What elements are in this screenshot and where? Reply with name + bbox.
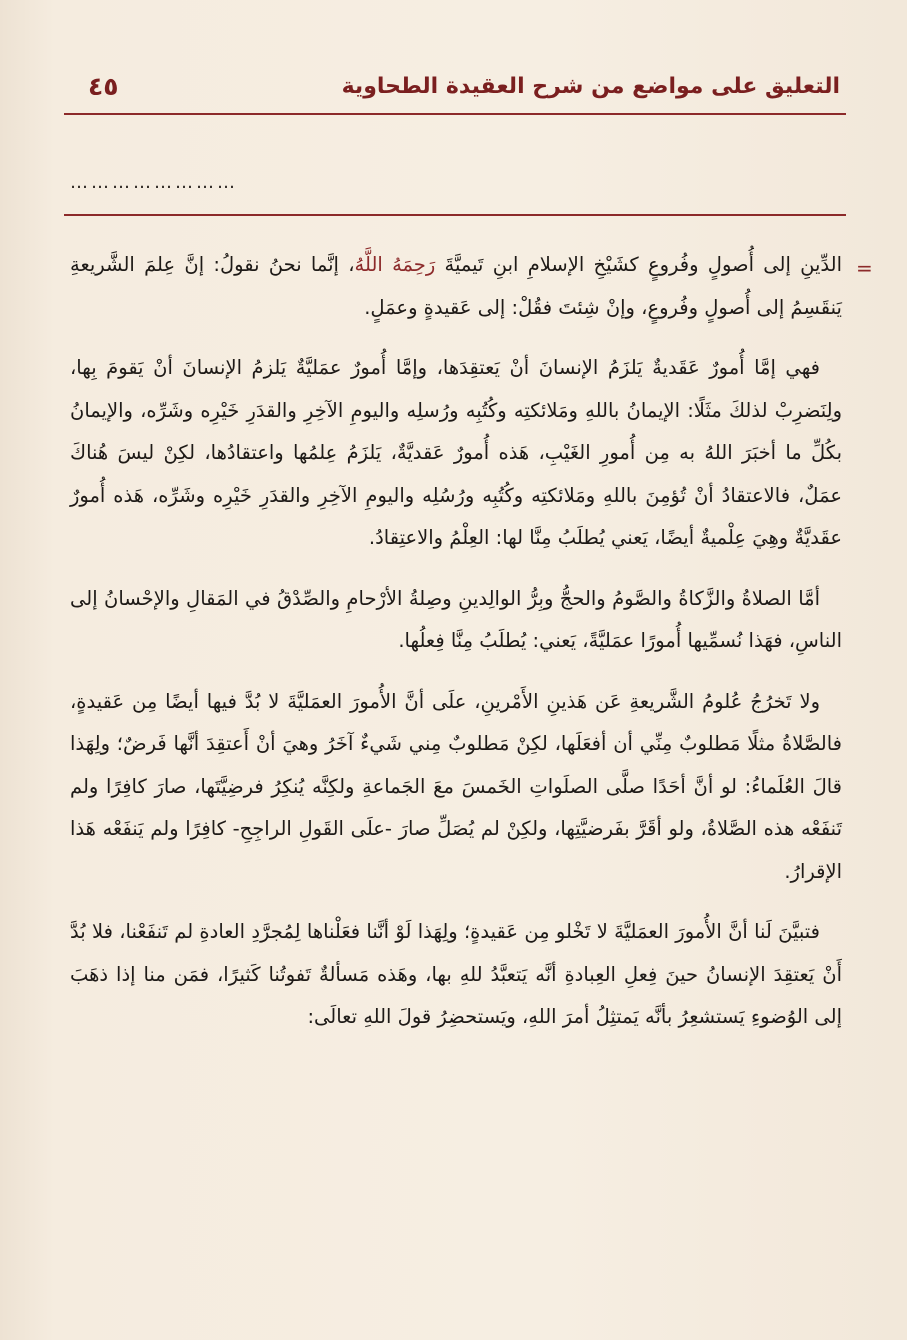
paragraph-1	[70, 244, 842, 329]
paragraph-3: أمَّا الصلاةُ والزَّكاةُ والصَّومُ والحجُّ وبِرُّ الوالِدينِ وصِلةُ الأرْحامِ والصِّدْقُ في المَقالِ والإحْسانُ إلى الناسِ، فهَذا نُسمِّيها أُمورًا عمَليَّةً، يَعني: يُطلَبُ مِنَّا فِعلُها.	[70, 586, 842, 652]
paragraph-2: فهي إمَّا أُمورٌ عَقَديةٌ يَلزَمُ الإنسانَ أنْ يَعتقِدَها، وإمَّا أُمورٌ عمَليَّةٌ يَلزمُ الإنسانَ أنْ يَقومَ بِها، ولِنَضرِبْ لذلكَ مثَلًا: الإيمانُ باللهِ ومَلائكتِه وكُتُبِه ورُسلِه واليومِ الآخِرِ والقدَرِ خَيْرِه وشَرِّه، والإيمانُ بكُلِّ ما أخبَرَ اللهُ به مِن أُمورِ الغَيْبِ، هَذه أُمورٌ عَقديَّةٌ، يَلزَمُ عِلمُها واعتقادُها، لكِنْ ليسَ هُناكَ عمَلٌ، فالاعتقادُ أنْ تُؤمِنَ باللهِ ومَلائكتِه وكُتُبِه ورُسُلِه واليومِ الآخِرِ والقدَرِ خَيْرِه وشَرِّه، هَذه أُمورٌ عقَديَّةٌ وهِيَ عِلْميةٌ أيضًا، يَعني يُطلَبُ مِنَّا لها: العِلْمُ والاعتِقادُ.	[70, 356, 842, 549]
paragraph-1-start: الدِّينِ إلى أُصولٍ وفُروعٍ كشَيْخِ الإسلامِ ابنِ تَيميَّةَ	[435, 253, 843, 276]
page-header	[70, 70, 840, 110]
footnote-rule	[64, 214, 846, 216]
continuation-marker: =	[856, 256, 873, 280]
paragraph-5: فتبيَّنَ لَنا أنَّ الأُمورَ العمَليَّةَ لا تَخْلو مِن عَقيدةٍ؛ ولِهَذا لَوْ أنَّنا فعَلْناها لِمُجرَّدِ العادةِ لم تَنفَعْنا، فلا بُدَّ أَنْ يَعتقِدَ الإنسانُ حينَ فِعلِ العِبادةِ أنَّه يَتعبَّدُ للهِ بها، وهَذه مَسألةٌ تَفوتُنا كَثيرًا، فمَن منا إذا ذهَبَ إلى الوُضوءِ يَستشعِرُ بأنَّه يَمتثِلُ أمرَ اللهِ، ويَستحضِرُ قولَ اللهِ تعالَى:	[70, 920, 842, 1028]
separator-dots: ……………………	[70, 172, 238, 193]
header-rule	[64, 113, 846, 115]
running-title: التعليق على مواضع من شرح العقيدة الطحاوية	[341, 74, 840, 99]
honorific-mark: رَحِمَهُ اللَّهُ	[354, 253, 436, 276]
paragraph-4: ولا تَخرُجُ عُلومُ الشَّريعةِ عَن هَذينِ الأَمْرينِ، علَى أنَّ الأُمورَ العمَليَّةَ لا بُدَّ فيها أيضًا مِن عَقيدةٍ، فالصَّلاةُ مثلًا مَطلوبٌ مِنِّي أن أفعَلَها، لكِنْ مَطلوبٌ مِني شَيءٌ آخَرُ وهيَ أنْ أَعتقِدَ أنَّها فَرضٌ؛ ولِهَذا قالَ العُلَماءُ: لو أنَّ أحَدًا صلَّى الصلَواتِ الخَمسَ معَ الجَماعةِ ولكِنَّه يُنكِرُ فرضِيَّتَها، صارَ كافِرًا ولم تَنفَعْه هذه الصَّلاةُ، ولو أقَرَّ بفَرضيَّتِها، ولكِنْ لم يُصَلِّ صارَ -علَى القَولِ الراجِحِ- كافِرًا ولم يَنفَعْه هَذا الإقرارُ.	[70, 689, 842, 883]
page-number: ٤٥	[88, 72, 119, 101]
footnote-body	[70, 244, 842, 1057]
paragraph-1-end: ، إنَّما نحنُ نقولُ: إنَّ عِلمَ الشَّريعةِ يَنقَسِمُ إلى أُصولٍ وفُروعٍ، وإنْ شِئتَ فقُلْ: إلى عَقيدةٍ وعمَلٍ.	[70, 253, 842, 319]
